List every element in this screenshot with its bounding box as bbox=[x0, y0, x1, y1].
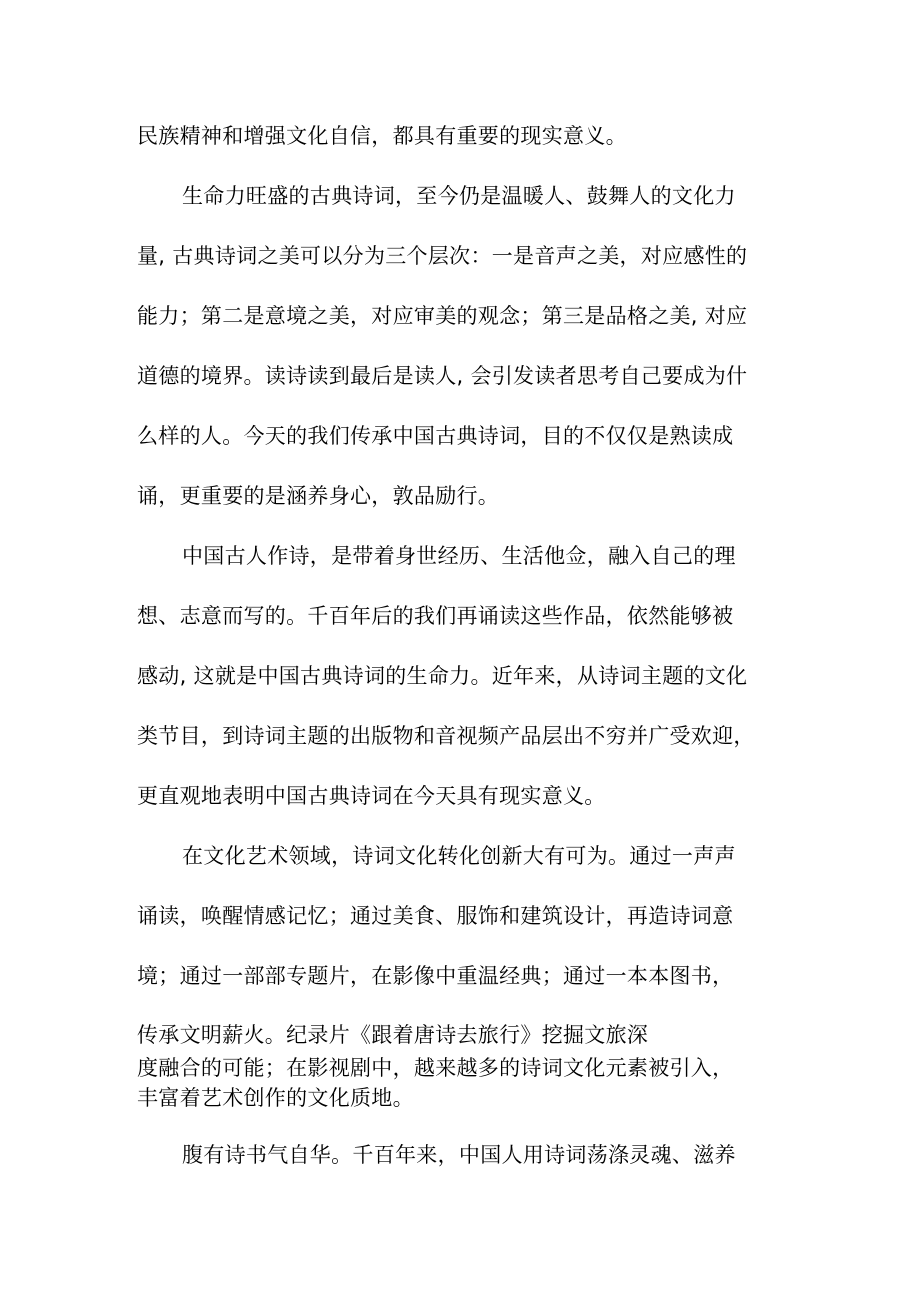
text-line: 感动, 这就是中国古典诗词的生命力。近年来，从诗词主题的文化 bbox=[137, 664, 748, 688]
text-line: 类节目，到诗词主题的出版物和音视频产品层出不穷并广受欢迎， bbox=[137, 724, 755, 748]
paragraph-first-line: 腹有诗书气自华。千百年来，中国人用诗词荡涤灵魂、滋养 bbox=[182, 1143, 736, 1167]
paragraph-first-line: 在文化艺术领域，诗词文化转化创新大有可为。通过一声声 bbox=[182, 844, 736, 868]
text-line: 度融合的可能；在影视剧中，越来越多的诗词文化元素被引入， bbox=[137, 1056, 734, 1080]
paragraph-first-line: 中国古人作诗，是带着身世经历、生活他佥，融入自己的理 bbox=[182, 544, 736, 568]
text-line: 想、志意而写的。千百年后的我们再诵读这些作品，依然能够被 bbox=[137, 604, 734, 628]
paragraph-first-line: 生命力旺盛的古典诗词，至今仍是温暖人、鼓舞人的文化力 bbox=[182, 184, 736, 208]
text-line: 境；通过一部部专题片，在影像中重温经典；通过一本本图书， bbox=[137, 964, 734, 988]
text-line: 传承文明薪火。纪录片《跟着唐诗去旅行》挖掘文旅深 bbox=[137, 1023, 649, 1047]
text-line: 道德的境界。读诗读到最后是读人, 会引发读者思考自己要成为什 bbox=[137, 364, 748, 388]
text-line: 民族精神和增强文化自信，都具有重要的现实意义。 bbox=[137, 124, 627, 148]
text-line: 诵读，唤醒情感记忆；通过美食、服饰和建筑设计，再造诗词意 bbox=[137, 904, 734, 928]
text-line: 量, 古典诗词之美可以分为三个层次：一是音声之美，对应感性的 bbox=[137, 244, 748, 268]
text-line: 能力；第二是意境之美，对应审美的观念；第三是品格之美, 对应 bbox=[137, 304, 748, 328]
text-line: 诵，更重要的是涵养身心，敦品励行。 bbox=[137, 484, 500, 508]
text-line: 更直观地表明中国古典诗词在今天具有现实意义。 bbox=[137, 784, 606, 808]
text-line: 么样的人。今天的我们传承中国古典诗词，目的不仅仅是熟读成 bbox=[137, 424, 734, 448]
text-line: 丰富着艺术创作的文化质地。 bbox=[137, 1086, 414, 1110]
